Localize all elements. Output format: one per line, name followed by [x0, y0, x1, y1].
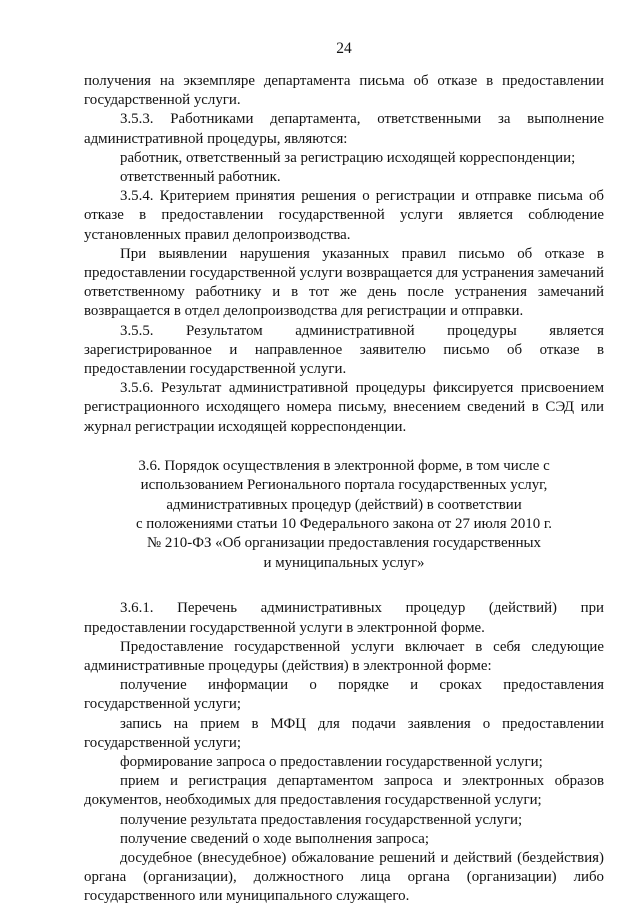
paragraph: получение сведений о ходе выполнения запроса; [120, 830, 430, 847]
paragraph: запись на прием в МФЦ для подачи заявления о предоставлении государственной услуги; [84, 715, 604, 751]
paragraph: 3.6.1. Перечень административных процедур (действий) при предоставлении государственной услуги в электронной форме. [84, 600, 604, 636]
paragraph: прием и регистрация департаментом запроса и электронных образов документов, необходимых для предоставления государственной услуги; [84, 773, 604, 809]
section-3-5-text [84, 72, 604, 437]
heading-line: и муниципальных услуг» [263, 554, 425, 571]
paragraph: получения на экземпляре департамента письма об отказе в предоставлении государственной услуги. [84, 73, 604, 109]
heading-line: административных процедур (действий) в соответствии [166, 496, 522, 513]
paragraph: досудебное (внесудебное) обжалование решений и действий (бездействия) органа (организации), должностного лица органа (организации) либо государственного или муниципального служащего. [84, 849, 604, 905]
paragraph: При выявлении нарушения указанных правил письмо об отказе в предоставлении государственной услуги возвращается для устранения замечаний ответственному работнику и в тот же день после устранения замечаний возвращается в отдел делопроизводства для регистрации и отправки. [84, 245, 604, 320]
paragraph: получение информации о порядке и сроках предоставления государственной услуги; [84, 677, 604, 713]
heading-line: № 210-ФЗ «Об организации предоставления государственных [146, 535, 541, 552]
heading-line: использованием Регионального портала государственных услуг, [140, 477, 548, 494]
paragraph: 3.5.3. Работниками департамента, ответственными за выполнение административной процедуры, являются: [84, 111, 604, 147]
paragraph: 3.5.4. Критерием принятия решения о регистрации и отправке письма об отказе в предоставлении государственной услуги является соблюдение установленных правил делопроизводства. [84, 188, 604, 243]
paragraph: получение результата предоставления государственной услуги; [120, 811, 523, 828]
paragraph: 3.5.5. Результатом административной процедуры является зарегистрированное и направленное заявителю письмо об отказе в предоставлении государственной услуги. [84, 322, 604, 378]
paragraph: формирование запроса о предоставлении государственной услуги; [120, 753, 543, 770]
page-number: 24 [336, 40, 352, 57]
paragraph: работник, ответственный за регистрацию исходящей корреспонденции; [120, 149, 576, 166]
heading-line: с положениями статьи 10 Федерального закона от 27 июля 2010 г. [135, 516, 553, 533]
paragraph: 3.5.6. Результат административной процедуры фиксируется присвоением регистрационного исходящего номера письму, внесением сведений в СЭД или журнал регистрации исходящей корреспонденции. [84, 380, 604, 435]
paragraph: ответственный работник. [120, 169, 281, 186]
section-3-6-text [84, 599, 604, 906]
paragraph: Предоставление государственной услуги включает в себя следующие административные процедуры (действия) в электронной форме: [84, 638, 604, 674]
section-3-6-heading [84, 457, 604, 573]
document-body [84, 72, 604, 907]
heading-line: 3.6. Порядок осуществления в электронной форме, в том числе с [138, 457, 550, 474]
